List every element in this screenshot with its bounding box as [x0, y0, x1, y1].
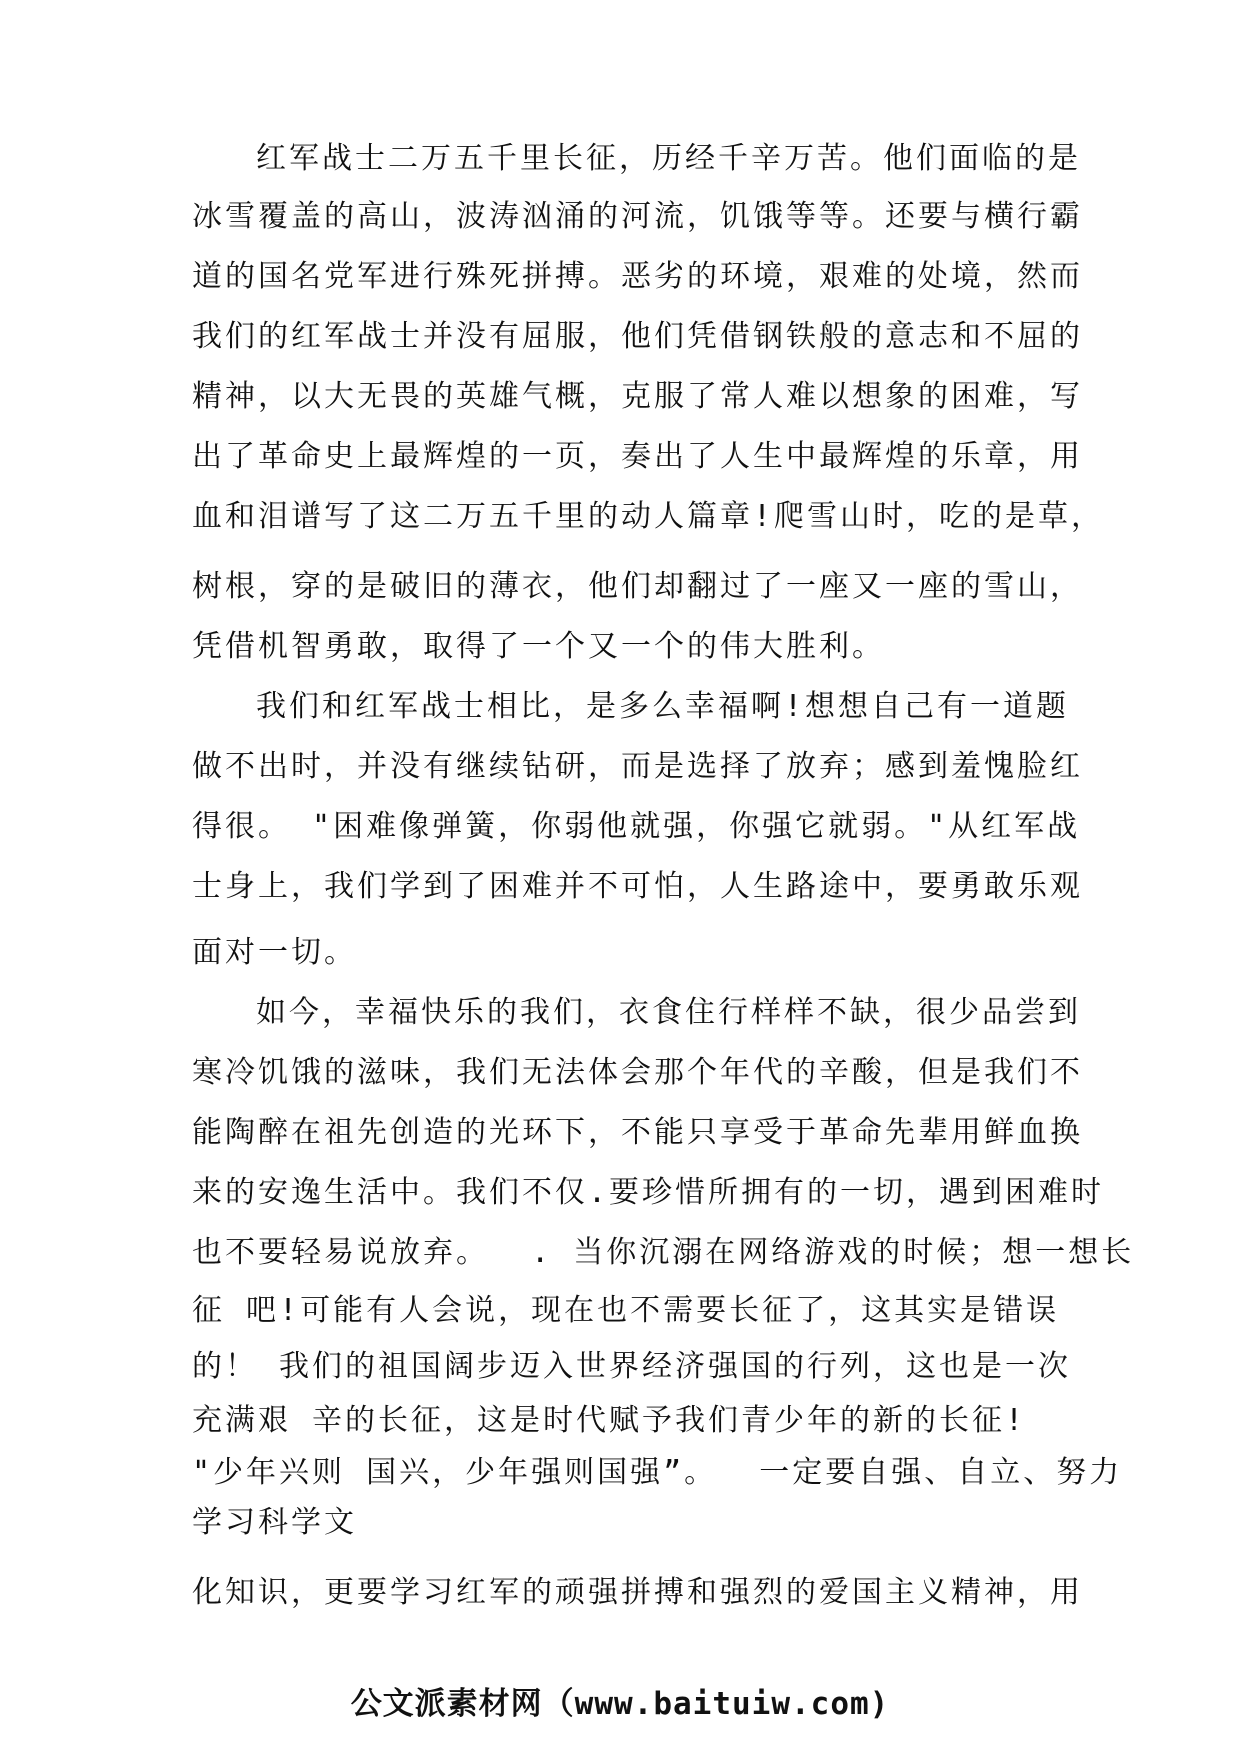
paragraph3-line-4: 来的安逸生活中。我们不仅.要珍惜所拥有的一切，遇到困难时 [192, 1175, 1105, 1210]
paragraph3-line-7: 的！ 我们的祖国阔步迈入世界经济强国的行列，这也是一次 [192, 1349, 1072, 1384]
paragraph1-line-6: 出了革命史上最辉煌的一页，奏出了人生中最辉煌的乐章，用 [192, 439, 1083, 474]
paragraph3-line-3: 能陶醉在祖先创造的光环下，不能只享受于革命先辈用鲜血换 [192, 1115, 1083, 1150]
paragraph3-line-5: 也不要轻易说放弃。 . 当你沉溺在网络游戏的时候；想一想长 [192, 1235, 1135, 1270]
paragraph1-line-9: 凭借机智勇敢，取得了一个又一个的伟大胜利。 [192, 629, 885, 664]
paragraph3-line-9: "少年兴则 国兴，少年强则国强”。 一定要自强、自立、努力 [192, 1455, 1123, 1490]
footer-source-text: 公文派素材网（www.baituiw.com) [350, 1686, 890, 1722]
paragraph3-line-11: 化知识，更要学习红军的顽强拼搏和强烈的爱国主义精神，用 [192, 1575, 1083, 1610]
paragraph2-line-1: 我们和红军战士相比，是多么幸福啊!想想自己有一道题 [256, 689, 1070, 724]
paragraph2-line-5: 面对一切。 [192, 935, 357, 970]
paragraph1-line-2: 冰雪覆盖的高山，波涛汹涌的河流，饥饿等等。还要与横行霸 [192, 199, 1083, 234]
paragraph2-line-3: 得很。 "困难像弹簧，你弱他就强，你强它就弱。"从红军战 [192, 809, 1081, 844]
paragraph2-line-4: 士身上，我们学到了困难并不可怕，人生路途中，要勇敢乐观 [192, 869, 1083, 904]
paragraph1-line-8: 树根，穿的是破旧的薄衣，他们却翻过了一座又一座的雪山， [192, 569, 1083, 604]
paragraph1-line-1: 红军战士二万五千里长征，历经千辛万苦。他们面临的是 [256, 141, 1081, 176]
paragraph1-line-7: 血和泪谱写了这二万五千里的动人篇章!爬雪山时，吃的是草， [192, 499, 1105, 534]
paragraph3-line-2: 寒冷饥饿的滋味，我们无法体会那个年代的辛酸，但是我们不 [192, 1055, 1083, 1090]
paragraph1-line-4: 我们的红军战士并没有屈服，他们凭借钢铁般的意志和不屈的 [192, 319, 1083, 354]
paragraph3-line-1: 如今，幸福快乐的我们，衣食住行样样不缺，很少品尝到 [256, 995, 1081, 1030]
paragraph2-line-2: 做不出时，并没有继续钻研，而是选择了放弃；感到羞愧脸红 [192, 749, 1083, 784]
paragraph1-line-3: 道的国名党军进行殊死拼搏。恶劣的环境，艰难的处境，然而 [192, 259, 1083, 294]
paragraph3-line-6: 征 吧!可能有人会说，现在也不需要长征了，这其实是错误 [192, 1293, 1060, 1328]
paragraph1-line-5: 精神，以大无畏的英雄气概，克服了常人难以想象的困难，写 [192, 379, 1083, 414]
paragraph3-line-8: 充满艰 辛的长征，这是时代赋予我们青少年的新的长征! [192, 1403, 1027, 1438]
paragraph3-line-10: 学习科学文 [192, 1505, 357, 1540]
